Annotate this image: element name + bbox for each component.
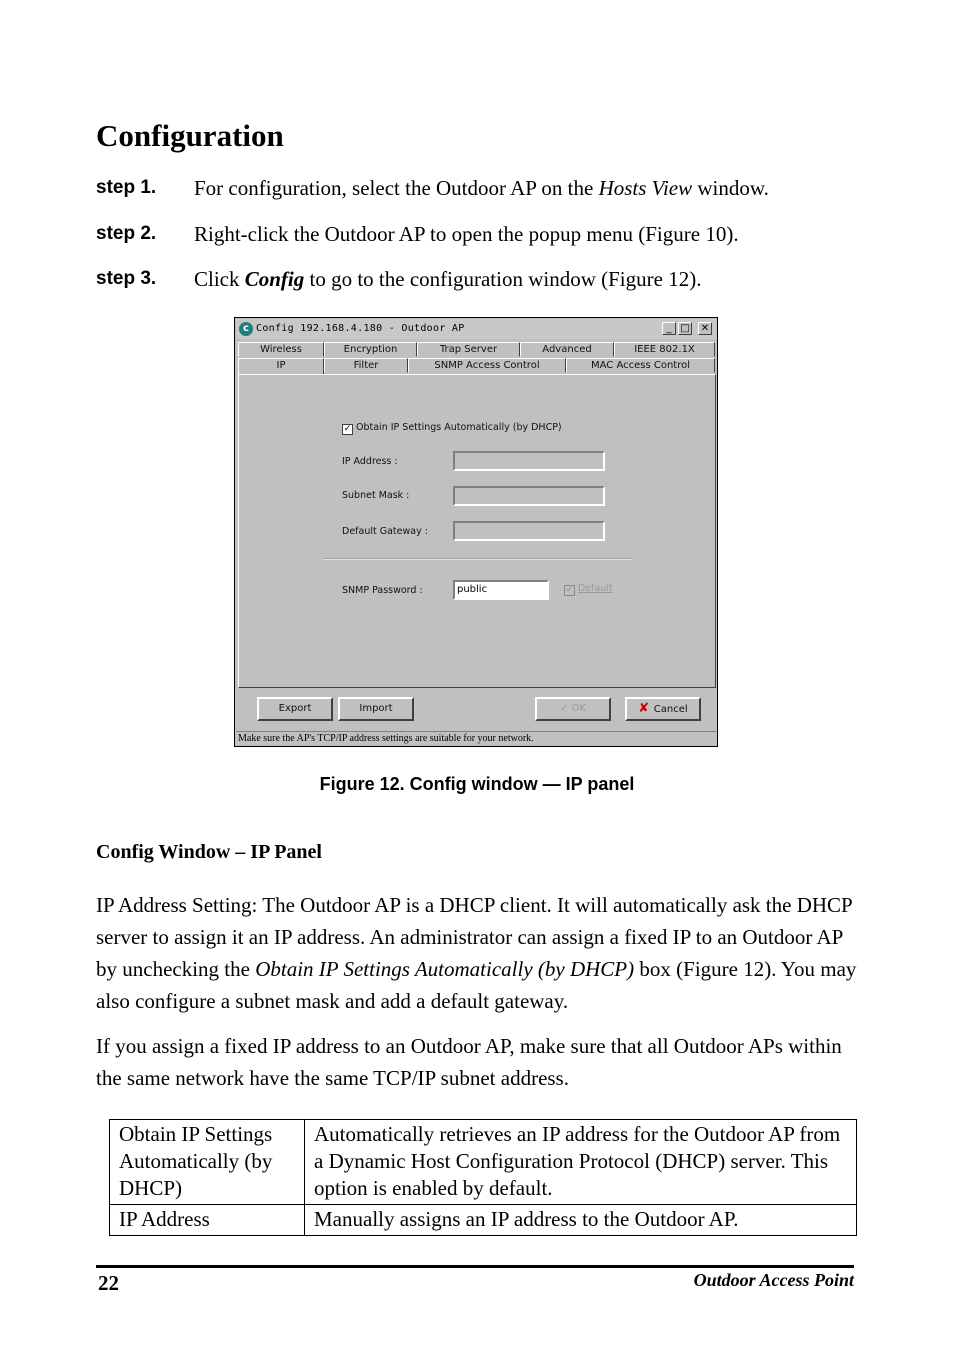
- dhcp-checkbox[interactable]: ✓: [343, 424, 352, 434]
- footer-title: Outdoor Access Point: [693, 1270, 854, 1290]
- default-checkbox-label: Default: [578, 583, 613, 594]
- status-bar: Make sure the AP's TCP/IP address settings are suitable for your network.: [236, 731, 716, 745]
- subnet-mask-label: Subnet Mask :: [342, 490, 410, 501]
- paragraph-fixed-ip: If you assign a fixed IP address to an Outdoor AP, make sure that all Outdoor APs within the same network have the same TCP/IP subnet address.: [96, 1034, 842, 1090]
- table-cell-desc: Manually assigns an IP address to the Outdoor AP.: [305, 1205, 857, 1236]
- subnet-mask-field[interactable]: [453, 486, 605, 506]
- tab-advanced[interactable]: Advanced: [520, 342, 614, 357]
- default-checkbox[interactable]: ✓: [565, 585, 574, 595]
- table-row: [110, 1120, 857, 1205]
- settings-table: [109, 1119, 857, 1236]
- close-icon[interactable]: ✕: [698, 322, 712, 335]
- import-button[interactable]: Import: [338, 697, 414, 721]
- tab-trap-server[interactable]: Trap Server: [417, 342, 520, 357]
- page-heading: Configuration: [96, 118, 284, 153]
- table-row: [110, 1205, 857, 1236]
- ok-button[interactable]: ✓ OK: [535, 697, 611, 721]
- tab-encryption[interactable]: Encryption: [324, 342, 417, 357]
- table-cell-desc: Automatically retrieves an IP address for the Outdoor AP from a Dynamic Host Configuration Protocol (DHCP) server. This option is enabled by default.: [305, 1120, 857, 1205]
- snmp-password-input[interactable]: public: [453, 580, 549, 600]
- panel-divider: [323, 558, 633, 560]
- tab-ip[interactable]: IP: [238, 358, 324, 376]
- window-title: Config 192.168.4.180 - Outdoor AP: [256, 323, 465, 334]
- maximize-icon[interactable]: □: [678, 322, 692, 335]
- minimize-icon[interactable]: _: [662, 322, 676, 335]
- dhcp-checkbox-label: Obtain IP Settings Automatically (by DHCP): [356, 422, 562, 433]
- ip-address-field[interactable]: [453, 451, 605, 471]
- page-number: 22: [98, 1271, 119, 1295]
- step-label: step 3.: [96, 268, 157, 289]
- tab-mac-access-control[interactable]: MAC Access Control: [566, 358, 715, 373]
- step-label: step 1.: [96, 177, 157, 198]
- export-button[interactable]: Export: [257, 697, 333, 721]
- ip-address-label: IP Address :: [342, 456, 398, 467]
- paragraph-ip-setting: IP Address Setting: The Outdoor AP is a DHCP client. It will automatically ask the DHCP server to assign it an IP address. An administrator can assign a fixed IP to an Outdoor AP by unchecking the Obtain IP Settings Automatically (by DHCP) box (Figure 12). You may also configure a subnet mask and add a default gateway.: [96, 893, 857, 1013]
- window-titlebar: [236, 319, 716, 339]
- config-window: [234, 317, 718, 747]
- cancel-button[interactable]: ✘ Cancel: [625, 697, 701, 721]
- tab-snmp-access-control[interactable]: SNMP Access Control: [408, 358, 566, 373]
- cancel-x-icon: ✘: [638, 701, 654, 716]
- snmp-password-label: SNMP Password :: [342, 585, 423, 596]
- tab-wireless[interactable]: Wireless: [238, 342, 324, 357]
- default-gateway-field[interactable]: [453, 521, 605, 541]
- app-icon: c: [239, 322, 253, 336]
- tab-ieee-8021x[interactable]: IEEE 802.1X: [614, 342, 715, 357]
- ip-panel: [238, 374, 716, 688]
- table-cell-term: IP Address: [110, 1205, 305, 1236]
- default-gateway-label: Default Gateway :: [342, 526, 428, 537]
- table-cell-term: Obtain IP Settings Automatically (by DHCP): [110, 1120, 305, 1205]
- figure-caption: Figure 12. Config window — IP panel: [319, 774, 635, 794]
- step-label: step 2.: [96, 223, 157, 244]
- tab-row-front: [238, 358, 714, 374]
- footer-rule: [96, 1265, 854, 1268]
- check-icon: ✓: [560, 703, 572, 714]
- tab-filter[interactable]: Filter: [324, 358, 408, 373]
- tab-row-back: [238, 342, 714, 358]
- section-subheading: Config Window – IP Panel: [96, 841, 322, 863]
